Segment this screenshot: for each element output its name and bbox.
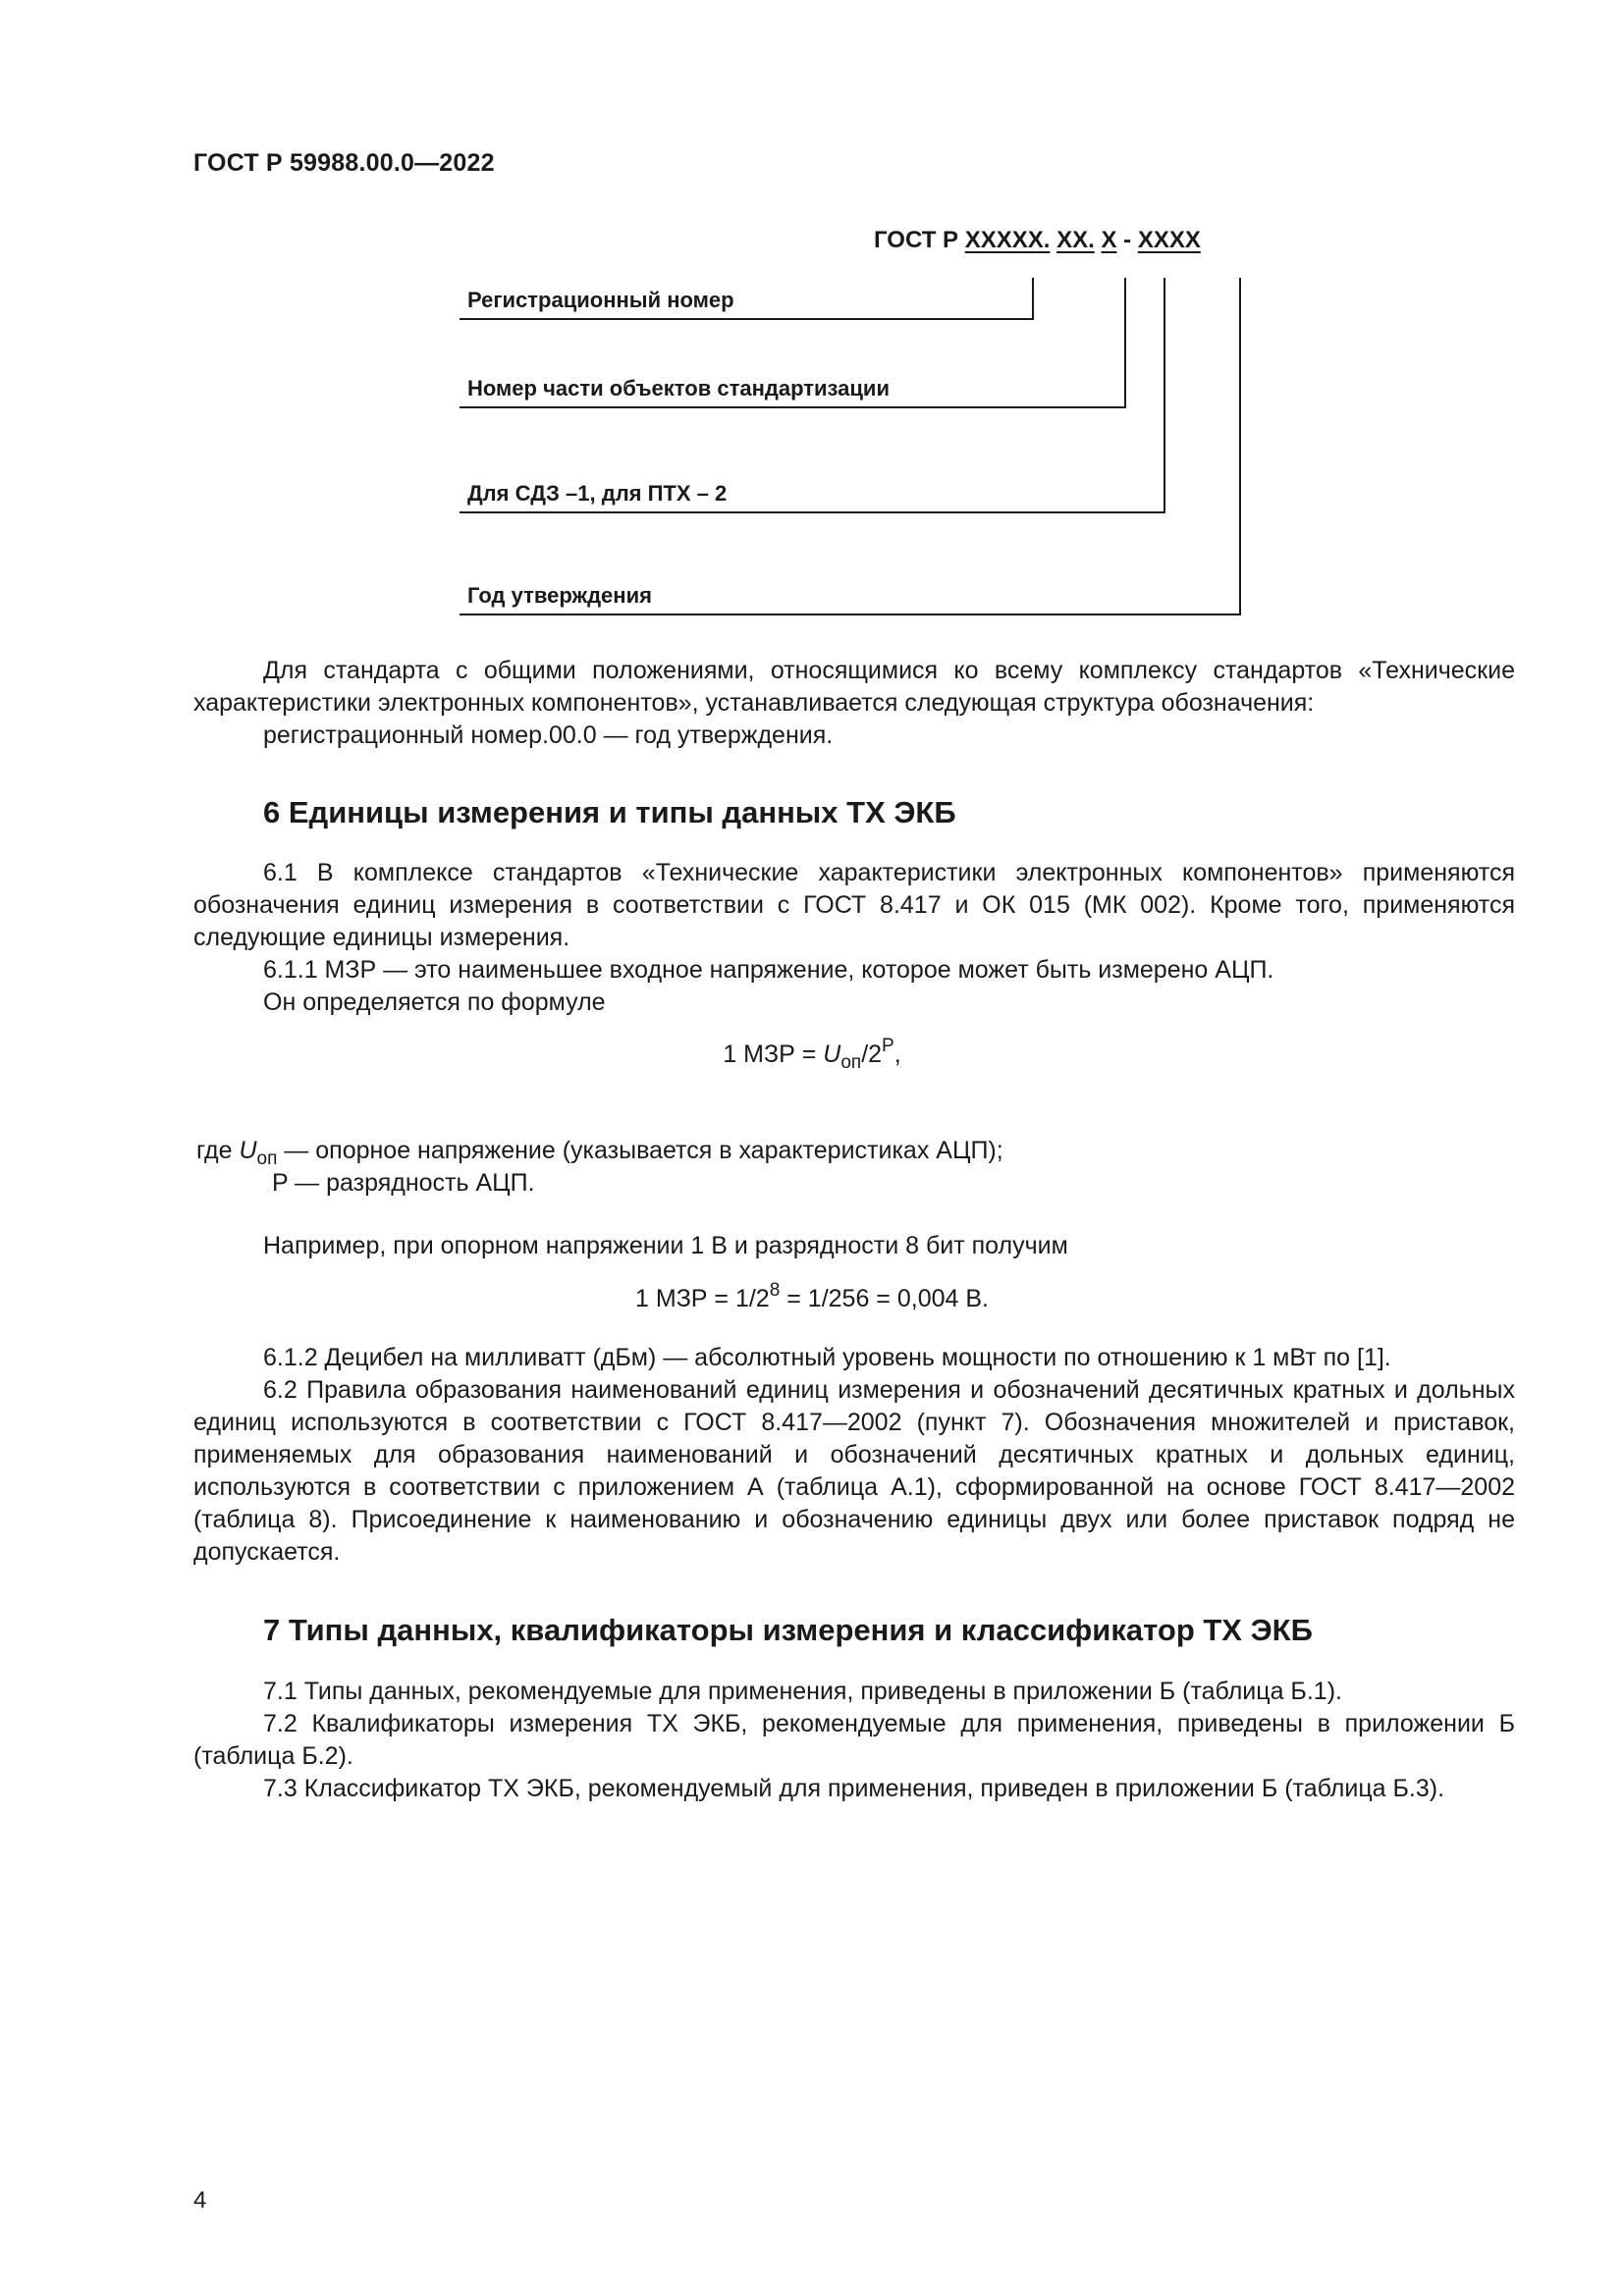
example-text: Например, при опорном напряжении 1 В и разрядности 8 бит получим (263, 1232, 1068, 1259)
section-6-heading: 6 Единицы измерения и типы данных ТХ ЭКБ (263, 795, 956, 829)
document-header: ГОСТ Р 59988.00.0—2022 (193, 149, 495, 177)
paragraph-7-2: 7.2 Квалификаторы измерения ТХ ЭКБ, рекомендуемые для применения, приведены в приложении Б (таблица Б.2). (193, 1710, 1515, 1770)
paragraph-6-1: 6.1 В комплексе стандартов «Технические характеристики электронных компонентов» применяются обозначения единиц измерения в соответствии с ГОСТ 8.417 и ОК 015 (МК 002). Кроме того, применяются следующие единицы измерения. (193, 859, 1515, 951)
diagram-label-year: Год утверждения (467, 583, 652, 608)
designation-seg2: XX. (1056, 227, 1095, 253)
designation-diagram-lines (0, 0, 1624, 687)
paragraph-6-1-2: 6.1.2 Децибел на милливатт (дБм) — абсолютный уровень мощности по отношению к 1 мВт по [1]. (263, 1344, 1391, 1371)
paragraph-7-3: 7.3 Классификатор ТХ ЭКБ, рекомендуемый для применения, приведен в приложении Б (таблица Б.3). (263, 1775, 1445, 1802)
designation-seg4: XXXX (1137, 227, 1201, 253)
designation-prefix: ГОСТ Р (874, 227, 959, 253)
page-number: 4 (193, 2187, 207, 2214)
section-7-heading: 7 Типы данных, квалификаторы измерения и классификатор ТХ ЭКБ (263, 1613, 1313, 1647)
formula-example: 1 МЗР = $1/2^8 = 1/256 = 0,004$ В. (635, 1280, 989, 1312)
diagram-label-part-number: Номер части объектов стандартизации (467, 376, 890, 400)
intro-structure-line: регистрационный номер.00.0 — год утверждения. (263, 721, 834, 749)
where-bit-depth: P — разрядность АЦП. (272, 1169, 535, 1197)
formula-intro: Он определяется по формуле (263, 988, 606, 1016)
diagram-label-type: Для СДЗ –1, для ПТХ – 2 (467, 481, 728, 506)
paragraph-7-1: 7.1 Типы данных, рекомендуемые для применения, приведены в приложении Б (таблица Б.1). (263, 1678, 1342, 1705)
intro-paragraph: Для стандарта с общими положениями, относящимися ко всему комплексу стандартов «Технические характеристики электронных компонентов», устанавливается следующая структура обозначения: (193, 657, 1515, 717)
where-reference-voltage: где $U_{оп}$ — опорное напряжение (указывается в характеристиках АЦП); (196, 1137, 1003, 1169)
designation-seg3: X (1101, 227, 1117, 253)
paragraph-6-2: 6.2 Правила образования наименований единиц измерения и обозначений десятичных кратных и дольных единиц используются в соответствии с ГОСТ 8.417—2002 (пункт 7). Обозначения множителей и приставок, применяемых для образования наименований и обозначений десятичных кратных и дольных единиц, используются в соответствии с приложением А (таблица А.1), сформированной на основе ГОСТ 8.417—2002 (таблица 8). Присоединение к наименованию и обозначению единицы двух или более приставок подряд не допускается. (193, 1376, 1515, 1566)
connector-line-4 (460, 278, 1240, 614)
designation-seg1: XXXXX. (964, 227, 1051, 253)
diagram-label-registration: Регистрационный номер (467, 288, 734, 312)
designation-separator: - (1123, 227, 1132, 253)
formula-lsb: 1 МЗР = $U_{оп}/2^P$, (723, 1036, 901, 1073)
paragraph-6-1-1: 6.1.1 МЗР — это наименьшее входное напряжение, которое может быть измерено АЦП. (263, 956, 1274, 984)
